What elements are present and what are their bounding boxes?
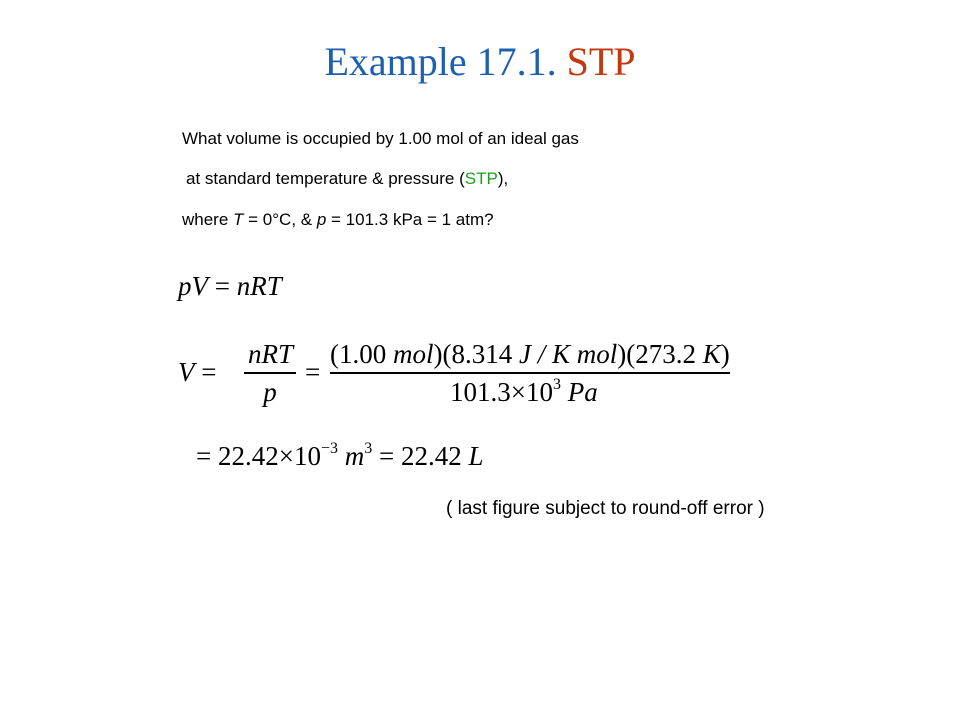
eq2-equals: = xyxy=(305,357,321,387)
question-line-3: where T = 0°C, & p = 101.3 kPa = 1 atm? xyxy=(182,210,494,229)
eq2-denominator: $101.3\times 10^3$ Pa xyxy=(450,376,598,407)
ideal-gas-law-equation: pV = nRT xyxy=(178,271,282,301)
eq2-frac-den: p xyxy=(263,377,277,407)
result-equation: = $22.42\times 10^{-3}$ $m^3 = 22.42$ L xyxy=(196,440,484,471)
eq2-numerator: (1.00 mol)(8.314 J / K mol)(273.2 K) xyxy=(330,339,730,369)
question-line-2: at standard temperature & pressure (STP), xyxy=(186,169,509,188)
title-prefix: Example 17.1. xyxy=(324,39,557,84)
question-line-1: What volume is occupied by 1.00 mol of an ideal gas xyxy=(182,129,579,148)
slide-title xyxy=(0,38,960,86)
round-off-note: ( last figure subject to round-off error ) xyxy=(446,498,765,519)
eq2-lhs: V = xyxy=(178,357,217,387)
eq2-frac-num: nRT xyxy=(248,339,294,369)
stp-highlight: STP xyxy=(464,169,498,188)
title-highlight: STP xyxy=(566,39,636,84)
eq2-frac-bar-2 xyxy=(330,372,730,374)
eq2-frac-bar-1 xyxy=(244,372,296,374)
